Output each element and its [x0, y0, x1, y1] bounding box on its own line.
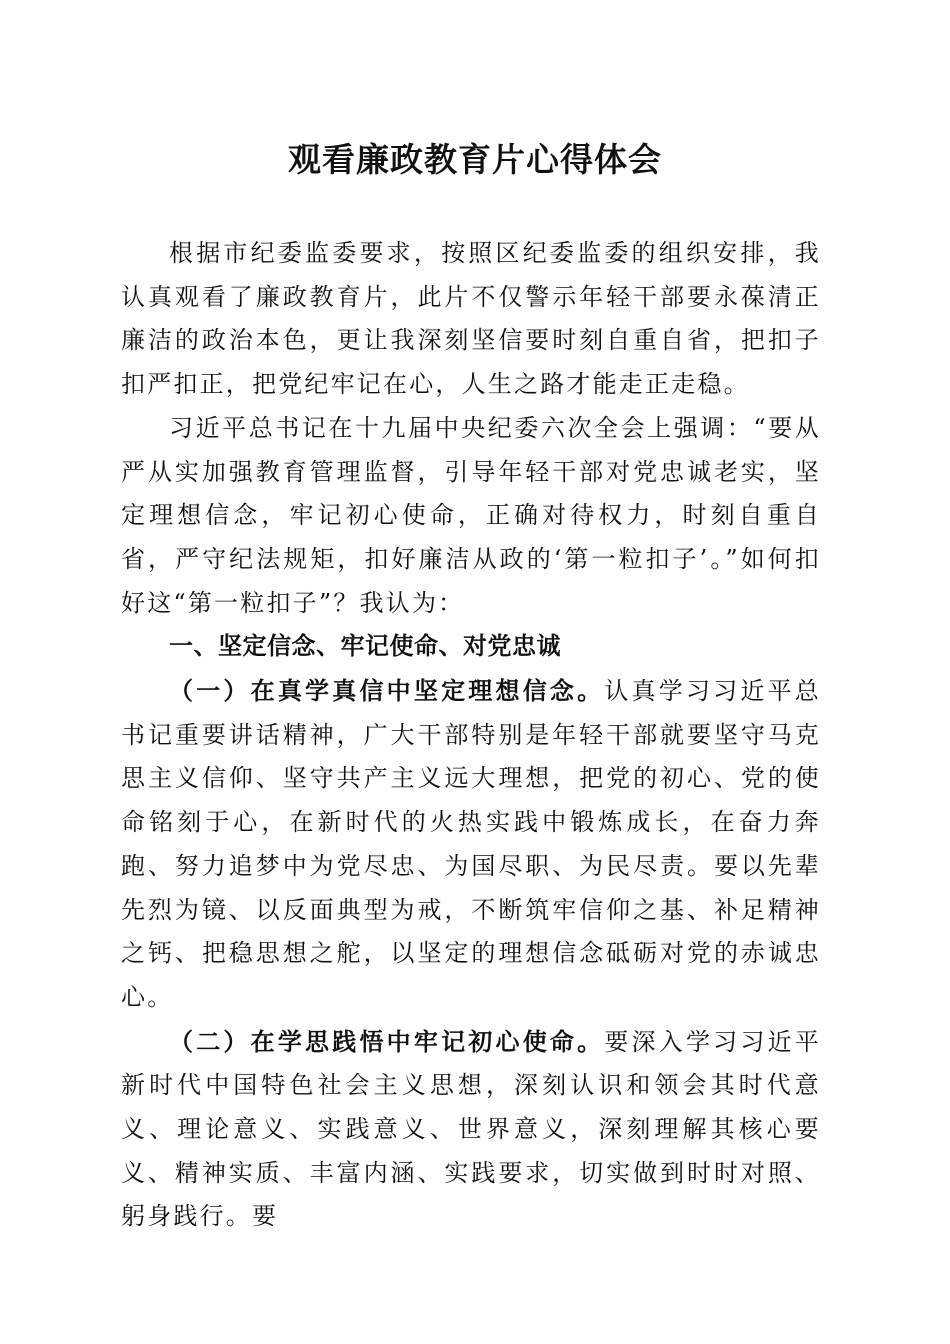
paragraph-text: 认真学习习近平总书记重要讲话精神，广大干部特别是年轻干部就要坚守马克思主义信仰、坚守共产主义远大理想，把党的初心、党的使命铭刻于心，在新时代的火热实践中锻炼成长，在奋力奔跑、努力追梦中为党尽忠、为国尽职、为民尽责。要以先辈先烈为镜、以反面典型为戒，不断筑牢信仰之基、补足精神之钙、把稳思想之舵，以坚定的理想信念砥砺对党的赤诚忠心。 [121, 677, 822, 1011]
paragraph-section-1-1 [121, 669, 821, 1020]
paragraph-intro [121, 232, 821, 407]
subsection-lead: （二）在学思践悟中牢记初心使命。 [169, 1026, 605, 1056]
paragraph-text: 根据市纪委监委要求，按照区纪委监委的组织安排，我认真观看了廉政教育片，此片不仅警示年轻干部要永葆清正廉洁的政治本色，更让我深刻坚信要时刻自重自省，把扣子扣严扣正，把党纪牢记在心，人生之路才能走正走稳。 [121, 239, 821, 399]
paragraph-section-1-2 [121, 1020, 821, 1240]
paragraph-text: 要深入学习习近平新时代中国特色社会主义思想，深刻认识和领会其时代意义、理论意义、实践意义、世界意义，深刻理解其核心要义、精神实质、丰富内涵、实践要求，切实做到时时对照、躬身践行。要 [121, 1027, 822, 1231]
document-body [121, 232, 821, 1239]
document-title: 观看廉政教育片心得体会 [288, 140, 662, 179]
subsection-lead: （一）在真学真信中坚定理想信念。 [169, 676, 605, 706]
paragraph-text: 习近平总书记在十九届中央纪委六次全会上强调：“要从严从实加强教育管理监督，引导年轻干部对党忠诚老实，坚定理想信念，牢记初心使命，正确对待权力，时刻自重自省，严守纪法规矩，扣好廉洁从政的‘第一粒扣子’。”如何扣好这“第一粒扣子”？我认为： [121, 413, 821, 617]
section-heading-1: 一、坚定信念、牢记使命、对党忠诚 [169, 632, 561, 661]
paragraph-quote [121, 407, 821, 626]
